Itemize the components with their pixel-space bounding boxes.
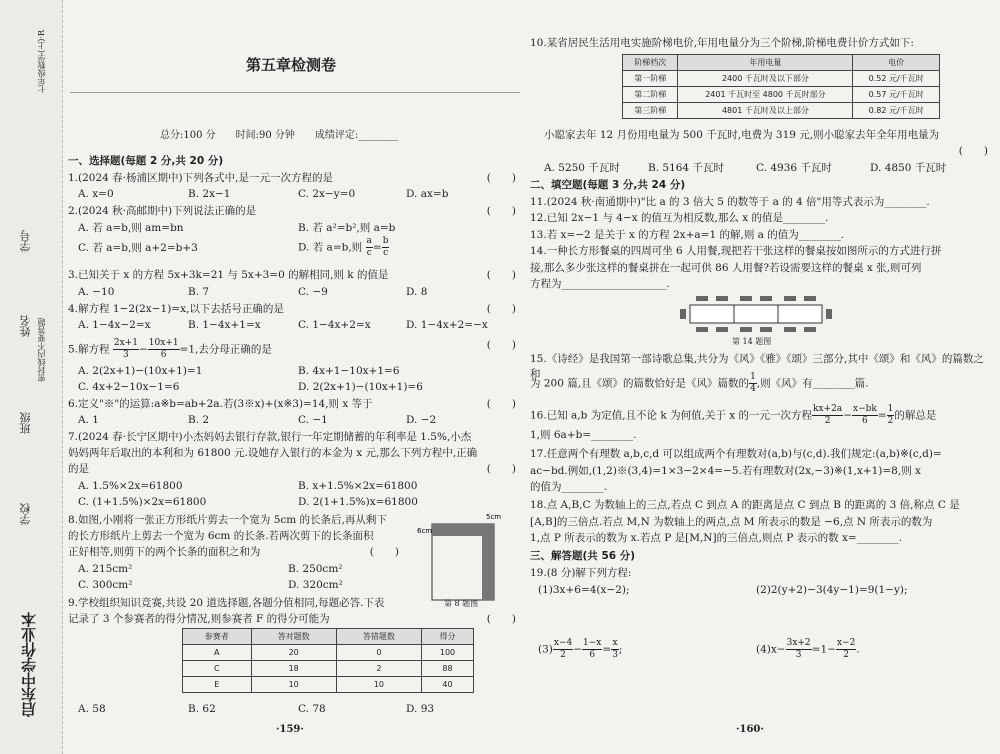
series-title: 启东中学作业本 — [20, 612, 38, 717]
question-2: 2.(2024 秋·高邮期中)下列说法正确的是 ( ) — [68, 205, 516, 217]
question-3: 3.已知关于 x 的方程 5x+3k=21 与 5x+3=0 的解相同,则 k 的值是 ( ) — [68, 269, 516, 281]
question-18: 18.点 A,B,C 为数轴上的三点,若点 C 到点 A 的距离是点 C 到点 B 的距离的 3 倍,称点 C 是 — [530, 499, 960, 511]
table-row: 第一阶梯 2400 千瓦时及以下部分 0.52 元/千瓦时 — [623, 71, 940, 87]
question-8: 8.如图,小刚将一张正方形纸片剪去一个宽为 5cm 的长条后,再从剩下 — [68, 514, 387, 526]
question-17-line3: 的值为________. — [530, 481, 607, 493]
question-10-line2: 小聪家去年 12 月份用电量为 500 千瓦时,电费为 319 元,则小聪家去年全年用电量为 — [544, 129, 940, 141]
table-row: 第二阶梯 2401 千瓦时至 4800 千瓦时部分 0.57 元/千瓦时 — [623, 87, 940, 103]
seat — [826, 309, 832, 319]
book-subtitle: 七年级数学(上)·R — [37, 30, 46, 93]
question-14: 14.一种长方形餐桌的四周可坐 6 人用餐,现把若干张这样的餐桌按如图所示的方式进行拼 — [530, 245, 942, 257]
question-8-line3: 正好相等,则剪下的两个长条的面积之和为 ( ) — [68, 546, 399, 558]
figure-14 — [676, 292, 836, 332]
question-7-line2: 妈妈两年后取出的本利和为 61800 元.设她存入银行的本金为 x 元,那么下列方程中,正确 — [68, 447, 478, 459]
question-4: 4.解方程 1−2(2x−1)=x,以下去括号正确的是 ( ) — [68, 303, 516, 315]
question-1: 1.(2024 春·杨浦区期中)下列各式中,是一元一次方程的是 ( ) — [68, 172, 516, 184]
table-q10 — [622, 54, 940, 119]
figure-8 — [416, 510, 516, 610]
page-number: ·159· — [276, 724, 304, 735]
seat — [680, 309, 686, 319]
table — [734, 305, 778, 323]
table-header: 阶梯档次 年用电量 电价 — [623, 55, 940, 71]
figure-8-caption: 第 8 题图 — [444, 599, 479, 608]
question-19: 19.(8 分)解下列方程: — [530, 567, 632, 579]
question-9-line2: 记录了 3 个参赛者的得分情况,则参赛者 F 的得分可能为 ( ) — [68, 613, 516, 625]
divider — [70, 92, 520, 93]
question-14-line2: 接,那么多少张这样的餐桌拼在一起可供 86 人用餐?若设需要这样的餐桌 x 张,则可列 — [530, 262, 922, 274]
question-6: 6.定义"※"的运算:a※b=ab+2a.若(3※x)+(x※3)=14,则 x 等于 ( ) — [68, 398, 516, 410]
question-16-line2: 1,则 6a+b=________. — [530, 429, 637, 441]
section-fill: 二、填空题(每题 3 分,共 24 分) — [530, 179, 686, 191]
seats-bottom — [696, 327, 816, 332]
page-160: 10.某省居民生活用电实施阶梯电价,年用电量分为三个阶梯,阶梯电费计价方式如下: 阶梯档次 年用电量 电价 第一阶梯 2400 千瓦时及以下部分 0.52 元/千瓦时 第二阶梯 2401 千瓦时至 4800 千瓦时部分 0.57 元/千瓦时 第三阶梯 4801 千瓦时及以上部分 0.82 元/千瓦时 小聪家去年 12 月份用电量为 500 千瓦时,电费为 319 元,则小聪家去年全年用电量为 ( ) A. 5250 千瓦时 B. 5164 千瓦时 C. 4936 千瓦时 D. 4850 千瓦时 二、填空题(每题 3 分,共 24 分) 11.(2024 秋·南通期中)"比 a 的 3 倍大 5 的数等于 a 的 4 倍"用等式表示为________. 12.已知 2x−1 与 4−x 的值互为相反数,那么 x 的值是________. 13.若 x=−2 是关于 x 的方程 2x+a=1 的解,则 a 的值为________. 14.一种长方形餐桌的四周可坐 6 人用餐,现把若干张这样的餐桌按如图所示的方式进行拼 接,那么多少张这样的餐桌拼在一起可供 86 人用餐?若设需要这样的餐桌 x 张,则可列 方程为____________________. 第 14 题图 15.《诗经》是我国第一部诗歌总集,共分为《风》《雅》《颂》三部分,其中《颂》和《风》的篇数之和 为 200 篇,且《颂》的篇数恰好是《风》篇数的 $\frac{1}{4}$ ,则《风》有________篇. 16.已知 a,b 为定值,且不论 k 为何值,关于 x 的一元一次方程 $\frac{kx+2a}{2}$ − $\frac{x-bk}{6}$ = $\frac{1}{2}$ 的解总是 1,则 6a+b=________. 17.任意两个有理数 a,b,c,d 可以组成两个有理数对(a,b)与(c,d).我们规定:(a,b)※(c,d)= ac−bd.例如,(1,2)※(3,4)=1×3−2×4=−5.若有理数对(2x,−3)※(1,x+1)=8,则 x 的值为________. 18.点 A,B,C 为数轴上的三点,若点 C 到点 A 的距离是点 C 到点 B 的距离的 3 倍,称点 C 是 [A,B]的三倍点.若点 M,N 为数轴上的两点,点 M 所表示的数是 −6,点 N 所表示的数为 1,点 P 所表示的数为 x.若点 P 是[M,N]的三倍点,则点 P 表示的数 x=________. 三、解答题(共 56 分) 19.(8 分)解下列方程: (1)3x+6=4(x−2); (2)2(y+2)−3(4y−1)=9(1−y); (3) $\frac{x-4}{2}$ − $\frac{1-x}{6}$ = $\frac{x}{3}$ ; (4)x− $\frac{3x+2}{3}$ =1− $\frac{x-2}{2}$ . ·160· — [530, 37, 988, 735]
table-header: 参赛者 答对题数 答错题数 得分 — [183, 629, 474, 645]
strip-side — [482, 524, 494, 600]
question-16: 16.已知 a,b 为定值,且不论 k 为何值,关于 x 的一元一次方程 $\frac{kx+2a}{2}$ − $\frac{x-bk}{6}$ = $\frac{1}{2}$ 的解总是 — [530, 404, 937, 426]
fig8-label-5cm: 5cm — [486, 513, 502, 521]
question-10: 10.某省居民生活用电实施阶梯电价,年用电量分为三个阶梯,阶梯电费计价方式如下: — [530, 37, 914, 49]
fig8-label-6cm: 6cm — [417, 527, 433, 535]
table-q9 — [182, 628, 474, 693]
question-18-line2: [A,B]的三倍点.若点 M,N 为数轴上的两点,点 M 所表示的数是 −6,点 N 所表示的数为 — [530, 516, 933, 528]
question-17: 17.任意两个有理数 a,b,c,d 可以组成两个有理数对(a,b)与(c,d).我们规定:(a,b)※(c,d)= — [530, 448, 942, 460]
question-18-line3: 1,点 P 所表示的数为 x.若点 P 是[M,N]的三倍点,则点 P 表示的数 x=________. — [530, 532, 903, 544]
question-14-line3: 方程为____________________. — [530, 278, 670, 290]
field-class: 班级 — [19, 412, 32, 434]
table-row: A 20 0 100 — [183, 645, 474, 661]
field-school: 学校 — [19, 503, 32, 525]
figure-14-caption: 第 14 题图 — [732, 337, 772, 346]
question-7-line3: 的是 ( ) — [68, 463, 516, 475]
table-row: C 18 2 88 — [183, 661, 474, 677]
question-17-line2: ac−bd.例如,(1,2)※(3,4)=1×3−2×4=−5.若有理数对(2x,−3)※(1,x+1)=8,则 x — [530, 465, 921, 477]
section-choice: 一、选择题(每题 2 分,共 20 分) — [68, 155, 224, 167]
page-title: 第五章检测卷 — [245, 56, 336, 74]
question-15-line2: 为 200 篇,且《颂》的篇数恰好是《风》篇数的 $\frac{1}{4}$ ,则《风》有________篇. — [530, 372, 869, 394]
table — [778, 305, 822, 323]
question-11: 11.(2024 秋·南通期中)"比 a 的 3 倍大 5 的数等于 a 的 4 倍"用等式表示为________. — [530, 196, 930, 208]
seal-line-note: 密封线内不要答题 — [37, 318, 46, 382]
question-8-line2: 的长方形纸片上剪去一个宽为 6cm 的长条.若两次剪下的长条面积 — [68, 530, 374, 542]
seats-top — [696, 296, 816, 301]
table-row: 第三阶梯 4801 千瓦时及以上部分 0.82 元/千瓦时 — [623, 103, 940, 119]
table-row: E 10 10 40 — [183, 677, 474, 693]
question-12: 12.已知 2x−1 与 4−x 的值互为相反数,那么 x 的值是________. — [530, 212, 829, 224]
table — [690, 305, 734, 323]
question-15: 15.《诗经》是我国第一部诗歌总集,共分为《风》《雅》《颂》三部分,其中《颂》和《风》的篇数之和 — [530, 353, 984, 380]
exam-info: 总分:100 分 时间:90 分钟 成绩评定:________ — [160, 130, 399, 141]
question-9: 9.学校组织知识竞赛,共设 20 道选择题,各题分值相同,每题必答.下表 — [68, 597, 385, 609]
field-student-id: 学号 — [19, 230, 32, 252]
question-7: 7.(2024 春·长宁区期中)小杰妈妈去银行存款,银行一年定期储蓄的年利率是 1.5%,小杰 — [68, 431, 472, 443]
field-name: 姓名 — [19, 315, 32, 337]
page-159: 第五章检测卷 总分:100 分 时间:90 分钟 成绩评定:________ 一、选择题(每题 2 分,共 20 分) 1.(2024 春·杨浦区期中)下列各式中,是一元一次方程的是 ( ) A. x=0 B. 2x−1 C. 2x−y=0 D. ax=b 2.(2024 秋·高邮期中)下列说法正确的是 ( ) A. 若 a=b,则 am=bn B. 若 a²=b²,则 a=b C. 若 a=b,则 a+2=b+3 D. 若 a=b,则 $\frac{a}{c}$ = $\frac{b}{c}$ 3.已知关于 x 的方程 5x+3k=21 与 5x+3=0 的解相同,则 k 的值是 ( ) A. −10 B. 7 C. −9 D. 8 4.解方程 1−2(2x−1)=x,以下去括号正确的是 ( ) A. 1−4x−2=x B. 1−4x+1=x C. 1−4x+2=x D. 1−4x+2=−x 5.解方程 $\frac{2x+1}{3}$ − $\frac{10x+1}{6}$ =1,去分母正确的是 ( ) A. 2(2x+1)−(10x+1)=1 B. 4x+1−10x+1=6 C. 4x+2−10x−1=6 D. 2(2x+1)−(10x+1)=6 6.定义"※"的运算:a※b=ab+2a.若(3※x)+(x※3)=14,则 x 等于 ( ) A. 1 B. 2 C. −1 D. −2 7.(2024 春·长宁区期中)小杰妈妈去银行存款,银行一年定期储蓄的年利率是 1.5%,小杰 妈妈两年后取出的本利和为 61800 元.设她存入银行的本金为 x 元,那么下列方程中,正确 的是 ( ) A. 1.5%×2x=61800 B. x+1.5%×2x=61800 C. (1+1.5%)×2x=61800 D. 2(1+1.5%)x=61800 8.如图,小刚将一张正方形纸片剪去一个宽为 5cm 的长条后,再从剩下 的长方形纸片上剪去一个宽为 6cm 的长条.若两次剪下的长条面积 正好相等,则剪下的两个长条的面积之和为 ( ) A. 215cm² B. 250cm² C. 300cm² D. 320cm² 5cm 6cm 第 8 题图 9.学校组织知识竞赛,共设 20 道选择题,各题分值相同,每题必答.下表 记录了 3 个参赛者的得分情况,则参赛者 F 的得分可能为 ( ) 参赛者 答对题数 答错题数 得分 A 20 0 100 C 18 2 88 E 10 10 40 A. 58 B. 62 C. 78 D. 93 ·159· — [64, 0, 518, 754]
question-5: 5.解方程 $\frac{2x+1}{3}$ − $\frac{10x+1}{6}$ =1,去分母正确的是 ( ) — [68, 338, 516, 360]
binding-margin — [0, 0, 63, 754]
section-solve: 三、解答题(共 56 分) — [530, 550, 636, 562]
question-13: 13.若 x=−2 是关于 x 的方程 2x+a=1 的解,则 a 的值为________. — [530, 229, 845, 241]
page-number: ·160· — [736, 724, 764, 735]
